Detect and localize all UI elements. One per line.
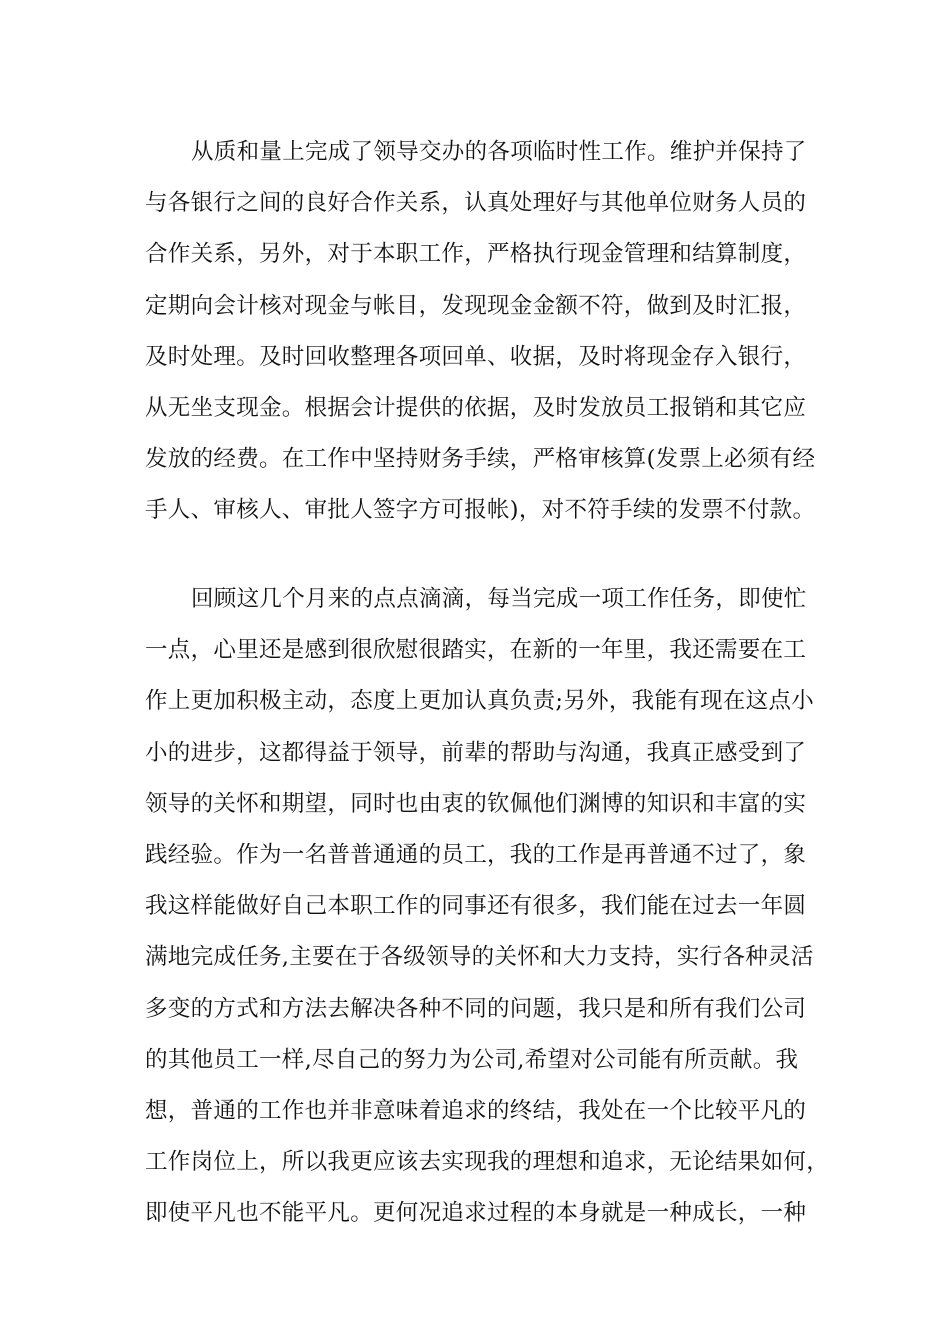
text-line: 发放的经费。在工作中坚持财务手续，严格审核算(发票上必须有经 <box>145 446 816 473</box>
text-line: 从无坐支现金。根据会计提供的依据，及时发放员工报销和其它应 <box>145 394 807 421</box>
text-line: 从质和量上完成了领导交办的各项临时性工作。维护并保持了 <box>191 139 807 165</box>
text-line: 的其他员工一样,尽自己的努力为公司,希望对公司能有所贡献。我 <box>145 1046 799 1073</box>
text-line: 即使平凡也不能平凡。更何况追求过程的本身就是一种成长，一种 <box>145 1200 807 1227</box>
text-line: 作上更加积极主动，态度上更加认真负责;另外，我能有现在这点小 <box>145 688 815 715</box>
text-line: 满地完成任务,主要在于各级领导的关怀和大力支持，实行各种灵活 <box>145 944 814 971</box>
text-line: 领导的关怀和期望，同时也由衷的钦佩他们渊博的知识和丰富的实 <box>145 790 807 817</box>
text-line: 想，普通的工作也并非意味着追求的终结，我处在一个比较平凡的 <box>145 1097 807 1124</box>
paragraph-reflection <box>145 577 830 1242</box>
text-line: 定期向会计核对现金与帐目，发现现金金额不符，做到及时汇报， <box>145 292 807 319</box>
text-line: 一点，心里还是感到很欣慰很踏实，在新的一年里，我还需要在工 <box>145 637 807 664</box>
text-line: 手人、审核人、审批人签字方可报帐)，对不符手续的发票不付款。 <box>145 497 816 524</box>
text-line: 与各银行之间的良好合作关系，认真处理好与其他单位财务人员的 <box>145 190 807 217</box>
text-line: 多变的方式和方法去解决各种不同的问题，我只是和所有我们公司 <box>145 995 807 1022</box>
text-line: 回顾这几个月来的点点滴滴，每当完成一项工作任务，即使忙 <box>191 586 807 612</box>
paragraph-work-duties <box>145 130 825 540</box>
text-line: 践经验。作为一名普普通通的员工，我的工作是再普通不过了，象 <box>145 841 807 868</box>
text-line: 合作关系，另外，对于本职工作，严格执行现金管理和结算制度， <box>145 241 807 268</box>
text-line: 工作岗位上，所以我更应该去实现我的理想和追求，无论结果如何， <box>145 1149 830 1176</box>
text-line: 小的进步，这都得益于领导，前辈的帮助与沟通，我真正感受到了 <box>145 739 807 766</box>
text-line: 我这样能做好自己本职工作的同事还有很多，我们能在过去一年圆 <box>145 893 807 920</box>
text-line: 及时处理。及时回收整理各项回单、收据，及时将现金存入银行， <box>145 343 807 370</box>
